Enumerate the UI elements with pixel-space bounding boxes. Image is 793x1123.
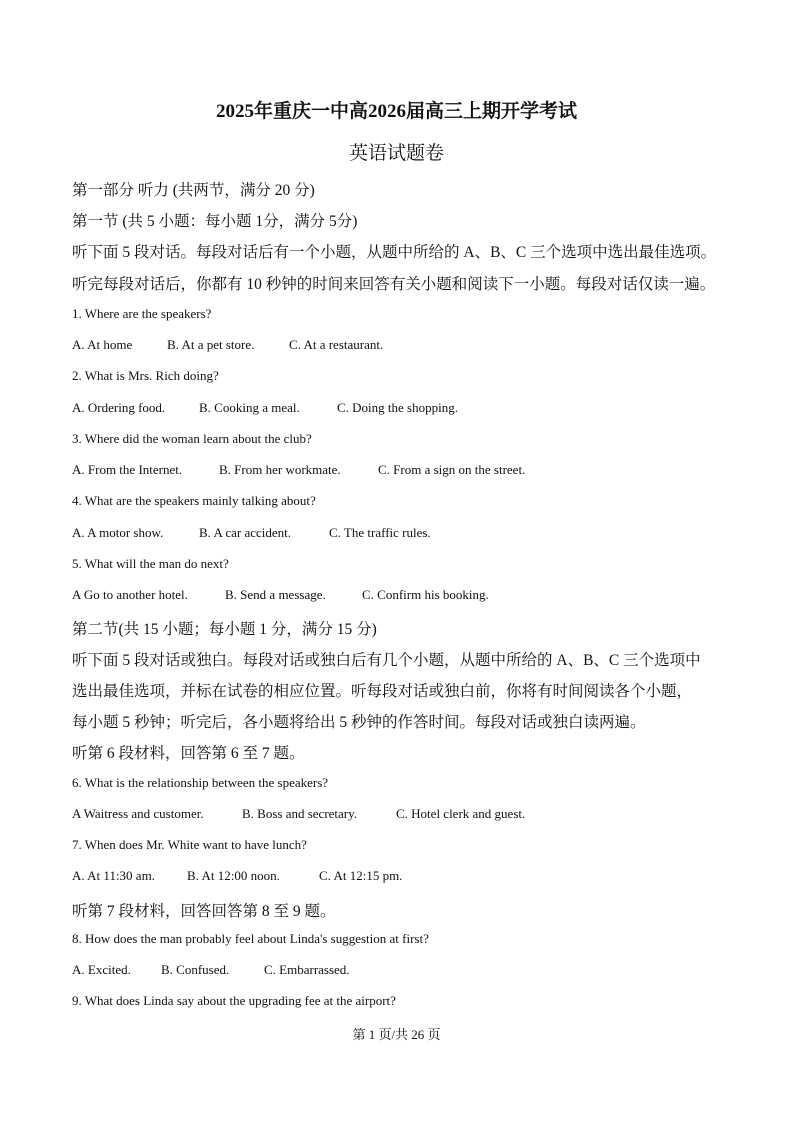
option-b: B. From her workmate.: [219, 462, 341, 477]
question-8-options: [72, 962, 350, 978]
question-4: 4. What are the speakers mainly talking about?: [72, 493, 316, 508]
exam-subtitle: 英语试题卷: [348, 143, 444, 164]
option-a: A. From the Internet.: [72, 462, 183, 477]
option-a: A Waitress and customer.: [72, 806, 204, 821]
question-2-options: [72, 400, 458, 416]
option-c: C. The traffic rules.: [329, 525, 431, 540]
question-3-options: [72, 462, 525, 478]
option-b: B. Confused.: [161, 962, 230, 977]
option-a: A. At 11:30 am.: [72, 868, 155, 883]
section1-instruction-line: 听下面 5 段对话。每段对话后有一个小题，从题中所给的 A、B、C 三个选项中选出最佳选项。: [72, 244, 717, 261]
section1-heading: 第一节 (共 5 小题：每小题 1分，满分 5分): [72, 213, 358, 230]
question-9: 9. What does Linda say about the upgrading fee at the airport?: [72, 993, 396, 1008]
option-a: A. Excited.: [72, 962, 131, 977]
option-c: C. From a sign on the street.: [378, 462, 526, 477]
section1-instruction-line: 听完每段对话后，你都有 10 秒钟的时间来回答有关小题和阅读下一小题。每段对话仅读一遍。: [72, 276, 716, 293]
question-7: 7. When does Mr. White want to have lunch?: [72, 837, 307, 852]
option-c: C. At a restaurant.: [289, 337, 384, 352]
question-6-options: [72, 806, 525, 822]
section2-heading: 第二节(共 15 小题；每小题 1 分，满分 15 分): [72, 621, 377, 638]
question-5-options: [72, 587, 489, 603]
section2-instruction-line: 选出最佳选项，并标在试卷的相应位置。听每段对话或独白前，你将有时间阅读各个小题，: [72, 683, 693, 700]
option-a: A. A motor show.: [72, 525, 164, 540]
question-4-options: [72, 525, 431, 541]
part1-heading: 第一部分 听力 (共两节，满分 20 分): [72, 182, 315, 199]
option-c: C. At 12:15 pm.: [319, 868, 403, 883]
exam-title: 2025年重庆一中高2026届高三上期开学考试: [215, 101, 577, 122]
option-b: B. Boss and secretary.: [242, 806, 358, 821]
option-b: B. At a pet store.: [167, 337, 255, 352]
section2-instruction-line: 每小题 5 秒钟；听完后，各小题将给出 5 秒钟的作答时间。每段对话或独白读两遍。: [72, 714, 646, 731]
option-b: B. A car accident.: [199, 525, 292, 540]
option-a: A. Ordering food.: [72, 400, 166, 415]
section2-instruction-line: 听下面 5 段对话或独白。每段对话或独白后有几个小题，从题中所给的 A、B、C 三个选项中: [72, 652, 701, 669]
option-c: C. Embarrassed.: [264, 962, 350, 977]
question-6: 6. What is the relationship between the speakers?: [72, 775, 329, 790]
option-c: C. Confirm his booking.: [362, 587, 489, 602]
option-a: A Go to another hotel.: [72, 587, 188, 602]
page-number: 第 1 页/共 26 页: [352, 1027, 441, 1042]
option-b: B. At 12:00 noon.: [187, 868, 280, 883]
question-5: 5. What will the man do next?: [72, 556, 229, 571]
option-a: A. At home: [72, 337, 133, 352]
question-3: 3. Where did the woman learn about the club?: [72, 431, 312, 446]
option-b: B. Cooking a meal.: [199, 400, 300, 415]
option-c: C. Doing the shopping.: [337, 400, 458, 415]
question-1-options: [72, 337, 383, 353]
material-6-heading: 听第 6 段材料，回答第 6 至 7 题。: [72, 745, 305, 762]
question-2: 2. What is Mrs. Rich doing?: [72, 368, 219, 383]
question-1: 1. Where are the speakers?: [72, 306, 212, 321]
question-7-options: [72, 868, 402, 884]
option-c: C. Hotel clerk and guest.: [396, 806, 526, 821]
option-b: B. Send a message.: [225, 587, 326, 602]
question-8: 8. How does the man probably feel about Linda's suggestion at first?: [72, 931, 429, 946]
material-7-heading: 听第 7 段材料，回答回答第 8 至 9 题。: [72, 903, 336, 920]
